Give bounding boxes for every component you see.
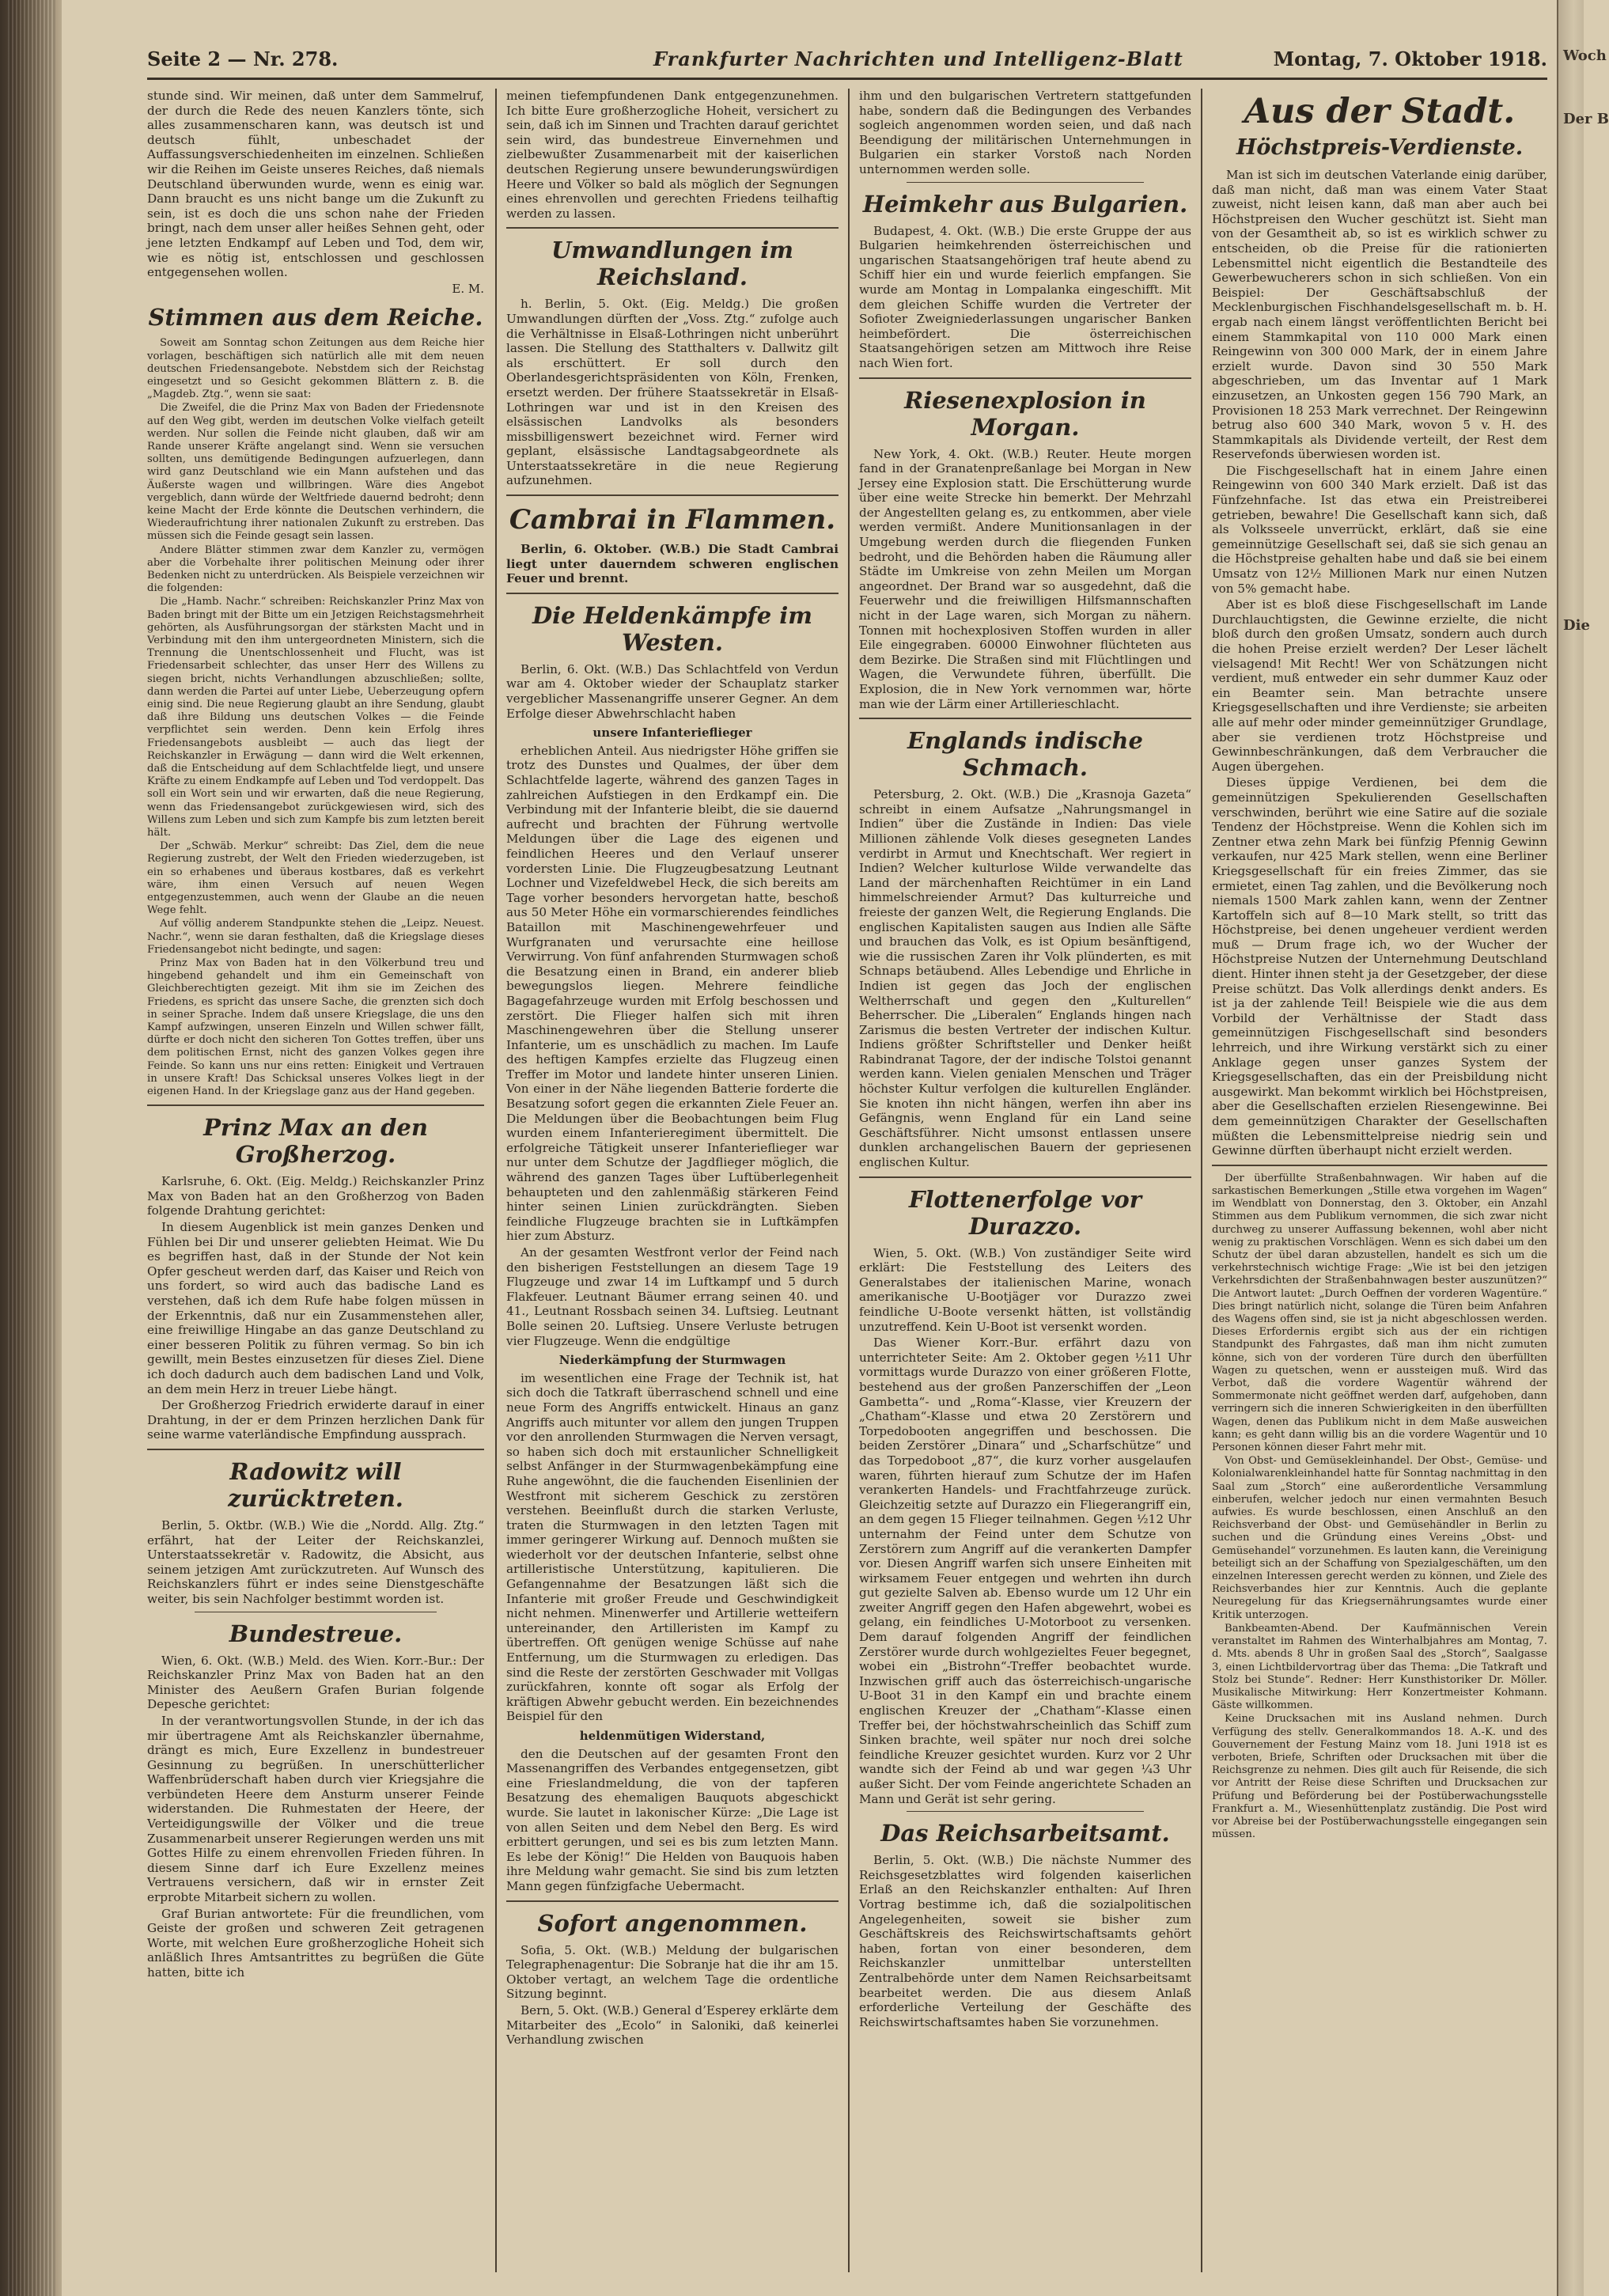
paragraph: Bern, 5. Okt. (W.B.) General d’Esperey erklärte dem Mitarbeiter des „Ecolo“ in Saloniki, daß keinerlei Verhandlung zwischen xyxy=(506,2002,839,2048)
section-title-stadt: Aus der Stadt. xyxy=(1244,92,1516,131)
column-rule xyxy=(848,89,850,2272)
paragraph: In diesem Augenblick ist mein ganzes Denken und Fühlen bei Dir und unserer geliebten Heimat. Wie Du es begriffen hast, daß in der Stunde der Not kein Opfer gescheut werden darf, das Kaiser und Reich von uns fordert, so wird auch das badische Land es verstehen, daß ich dem Rufe habe folgen müssen in der Erkenntnis, daß nur ein Zusammenstehen aller, eine freiwillige Hingabe an das ganze Deutschland zu einer besseren Politik zu führen vermag. So bin ich gewillt, mein Bestes einzusetzen für dieses Ziel. Diene ich doch dadurch auch dem badischen Land und Volk, an dem mein Herz in treuer Liebe hängt. xyxy=(147,1220,484,1396)
paragraph: Dieses üppige Verdienen, bei dem die gemeinnützigen Spekulierenden Gesellschaften verschwinden, berührt wie eine Satire auf die soziale Tendenz der Höchstpreise. Wenn die Kohlen sich im Zentner etwa zehn Mark bei fünfzig Pfennig Gewinn verkaufen, nur 425 Mark stellen, wenn eine Berliner Kriegsgesellschaft für ein freies Zimmer, das sie ermietet, einen Tag zahlen, und die Bevölkerung noch niemals 1500 Mark zahlen kann, wenn der Zentner Kartoffeln sich auf 8—10 Mark stellt, so tritt das Höchstpreise, bei denen ungeheuer verdient werden muß — Drum frage ich, wo der Wucher der Höchstpreise Nutzen der Unternehmung Deutschland dient. Hinter ihnen steht ja der Gesetzgeber, der diese Preise schützt. Das Volk allerdings denkt anders. Es ist ja der zahlende Teil! Beispiele wie die aus dem Vorbild der Verhältnisse der Stadt dass gemeinnützigen Fischgesellschaft sind besonders lehrreich, und ihre Wirkung verstärkt sich zu einer Anklage gegen unser ganzes System der Kriegsgesellschaften, das ein der Preisbildung nicht ausgewirkt. Man bekommt wirklich bei Höchstpreisen, aber die Gesellschaften erzielen Riesengewinne. Bei dem gemeinnützigen Charakter der Gesellschaften müßten die Lebensmittelpreise niedrig sein und Gewinne dürften überhaupt nicht erzielt werden. xyxy=(1212,775,1547,1158)
paragraph: im wesentlichen eine Frage der Technik ist, hat sich doch die Tatkraft überraschend schnell und eine neue Form des Angriffs entwickelt. Hinaus an ganz Angriffs auch mitunter vor allem den jungen Truppen vor den anrollenden Sturmwagen die Nerven versagt, so haben sich doch mit erstaunlicher Schnelligkeit selbst Anfänger in der Sturmwagenbekämpfung eine Ruhe angewöhnt, die die fauchenden Eisenlinien der Westfront mit sicherem Geschick zu zerstören verstehen. Beeinflußt durch die starken Verluste, traten die Sturmwagen in den letzten Tagen mit immer geringerer Wirkung auf. Dennoch mußten sie wiederholt vor der deutschen Infanterie, selbst ohne artilleristische Unterstützung, kapitulieren. Die Gefangennahme der Besatzungen läßt sich die Infanterie mit großer Freude und Geschwindigkeit nicht nehmen. Minenwerfer und Artillerie wetteifern untereinander, den Artilleristen im Kampf zu übertreffen. Oft genügen wenige Schüsse auf nahe Entfernung, um die Sturmwagen zu erledigen. Das sind die Reste der zerstörten Geschwader mit Vollgas zurückfahren, konnte oft sogar als Erfolg der kräftigen Abwehr gebucht werden. Ein bezeichnendes Beispiel für den xyxy=(506,1370,839,1724)
headline-flottenerfolge: Flottenerfolge vor Durazzo. xyxy=(908,1185,1142,1240)
paragraph: Sofia, 5. Okt. (W.B.) Meldung der bulgarischen Telegraphenagentur: Die Sobranje hat die ihr am 15. Oktober vertagt, an welchem Tage die ordentliche Sitzung beginnt. xyxy=(506,1942,839,2002)
paragraph: Man ist sich im deutschen Vaterlande einig darüber, daß man nicht, daß man was einem Vater Staat zuweist, nicht leisen kann, daß man aber auch bei Höchstpreisen den Wucher geschützt ist. Sieht man von der Gesamtheit ab, so ist es wirklich schwer zu entscheiden, ob die Preise für die rationierten Lebensmittel nicht eigentlich die Bestandteile des Gewerbewucherers schon in sich schließen. Von ein Beispiel: Der Geschäftsabschluß der Mecklenburgischen Fischhandelsgesellschaft m. b. H. ergab nach einem längst veröffentlichten Bericht bei einem Stammkapital von 110 000 Mark einen Reingewinn von 300 000 Mark, der in einem Jahre erzielt wurde. Davon sind 30 550 Mark abgeschrieben, um das Inventar auf 1 Mark einzusetzen, an Unkosten gegen 156 790 Mark, an Provisionen 18 253 Mark verrechnet. Der Reingewinn betrug also 600 340 Mark, wovon 5 v. H. des Stammkapitals als Dividende verteilt, der Rest dem Reservefonds überwiesen worden ist. xyxy=(1212,168,1547,462)
paragraph: Prinz Max von Baden hat in den Völkerbund treu und hingebend gehandelt und ihm ein Gemeinschaft von Gleichberechtigten gezeigt. Mit ihm sie im Zeichen des Friedens, es spricht das unsere Sache, die grenzten sich doch in seiner Sprache. Indem daß unsere Kriegslage, die uns den Kampf aufzwingen, unseren Einzeln und Willen schwer fällt, dürfte er doch nicht den sicheren Ton Gottes treffen, über uns dem politischen Ernst, nicht des ganzen Volkes gegen ihre Feinde. So kann uns nur eins retten: Einigkeit und Vertrauen in unsere Kraft! Das Schicksal unseres Volkes liegt in der eigenen Hand. In der Kriegslage ganz aus der Hand gegeben. xyxy=(147,957,484,1098)
headline-heimkehr: Heimkehr aus Bulgarien. xyxy=(862,190,1188,218)
column-rule xyxy=(495,89,497,2272)
headline-prinz-max: Prinz Max an den Großherzog. xyxy=(203,1114,428,1169)
column-2 xyxy=(506,89,839,2272)
page-number: Seite 2 — Nr. 278. xyxy=(147,47,339,70)
headline-reichsarbeitsamt: Das Reichsarbeitsamt. xyxy=(880,1820,1170,1847)
headline-umwandlungen: Umwandlungen im Reichsland. xyxy=(551,237,793,291)
issue-date: Montag, 7. Oktober 1918. xyxy=(1273,47,1547,70)
headline-bundestreue: Bundestreue. xyxy=(229,1620,403,1647)
page-edges xyxy=(8,0,55,2296)
paragraph: In der verantwortungsvollen Stunde, in der ich das mir übertragene Amt als Reichskanzler übernahme, drängt es mich, Eure Exzellenz in bundestreuer Gesinnung zu begrüßen. In unerschütterlicher Waffenbrüderschaft haben durch vier Kriegsjahre die verbündeten Heere dem Ansturm unserer Feinde widerstanden. Die Ruhmestaten der Heere, der Verteidigungswille der Völker und die treue Zusammenarbeit unserer Regierungen werden uns mit Gottes Hilfe zu einem ehrenvollen Frieden führen. In diesem Sinne darf ich Eure Exzellenz meines Vertrauens versichern, daß wir in ernster Zeit erprobte Mitarbeit sichern zu wollen. xyxy=(147,1713,484,1905)
next-page-fragment-2: Der B xyxy=(1563,111,1609,127)
paragraph: Wien, 6. Okt. (W.B.) Meld. des Wien. Korr.-Bur.: Der Reichskanzler Prinz Max von Baden hat an den Minister des Aeußern Grafen Burian folgende Depesche gerichtet: xyxy=(147,1653,484,1712)
headline-sofort: Sofort angenommen. xyxy=(537,1909,808,1937)
subheading: heldenmütigen Widerstand, xyxy=(579,1729,766,1743)
masthead xyxy=(147,44,1547,80)
headline-hoechstpreis: Höchstpreis-Verdienste. xyxy=(1236,135,1524,160)
paragraph: An der gesamten Westfront verlor der Feind nach den bisherigen Feststellungen an diesem Tage 19 Flugzeuge und zwar 14 im Luftkampf und 5 durch Flakfeuer. Leutnant Bäumer errang seinen 40. und 41., Leutnant Rossbach seinen 34. Luftsieg. Leutnant Bolle seinen 20. Luftsieg. Unsere Verluste betrugen vier Flugzeuge. Wenn die endgültige xyxy=(506,1245,839,1348)
paragraph: den die Deutschen auf der gesamten Front den Massenangriffen des Verbandes entgegensetzen, gibt eine Frieslandmeldung, die von der tapferen Besatzung des ehemaligen Bauquots abgeschickt wurde. Sie lautet in lakonischer Kürze: „Die Lage ist von allen Seiten und dem Nebel den Berg. Es wird erbittert gerungen, und sei es bis zum letzten Mann. Es lebe der König!“ Die Helden von Bauquois haben ihre Meldung wahr gemacht. Sie sind bis zum letzten Mann gegen fünfzigfache Uebermacht. xyxy=(506,1746,839,1893)
paragraph: h. Berlin, 5. Okt. (Eig. Meldg.) Die großen Umwandlungen dürften der „Voss. Ztg.“ zufolge auch die Verhältnisse in Elsaß-Lothringen nicht unberührt lassen. Die Stellung des Statthalters v. Dallwitz gilt als erschüttert. Er soll durch den Oberlandesgerichtspräsidenten von Köln, Frenken, ersetzt werden. Der frühere Staatssekretär in Elsaß-Lothringen war und ist in den Kreisen des elsässischen Landvolks als besonders missbilligenswert bezeichnet wird. Ferner wird geplant, elsässische Landtagsabgeordnete als Unterstaatssekretäre in die neue Regierung aufzunehmen. xyxy=(506,297,839,488)
paragraph: Die Zweifel, die die Prinz Max von Baden der Friedensnote auf den Weg gibt, werden im deutschen Volke vielfach geteilt werden. Nur sollen die Feinde nicht glauben, daß wir am Rande unserer Kräfte angelangt sind. Wenn sie versuchen sollten, uns demütigende Bedingungen aufzuerlegen, dann wird ganz Deutschland wie ein Mann aufstehen und das Äußerste wagen und willbringen. Wäre dies Angebot vergeblich, dann würde der Weltfriede dauernd bedroht; denn keine Macht der Erde könnte die Deutschen verhindern, die Wiederaufrichtung ihrer nationalen Zukunft zu erstreben. Das müssen sich die Feinde gesagt sein lassen. xyxy=(147,402,484,543)
next-page-fragment-3: Die xyxy=(1563,617,1590,634)
paragraph: Petersburg, 2. Okt. (W.B.) Die „Krasnoja Gazeta“ schreibt in einem Aufsatze „Nahrungsmangel in Indien“ über die Zustände in Indien: Das viele Millionen zählende Volk dieses gesegneten Landes verdirbt in Armut und Knechtschaft. Wer regiert in Indien? Welcher kulturlose Wilde verwandelte das Land der märchenhaften Reichtümer in ein Land himmelschreiender Armut? Das kulturreiche und freieste der ganzen Welt, die Regierung Englands. Die englischen Kapitalisten saugen aus Indien alle Säfte und brauchen das Volk, es ist Opium besänftigend, wie die russischen Zaren ihr Volk plünderten, es mit Schnaps betäubend. Alles Lebendige und Ehrliche in Indien ist gegen das Joch der englischen Weltherrschaft und gegen den „Kulturellen“ Beherrscher. Die „Liberalen“ Englands hingen nach Zarismus die besten Vertreter der indischen Kultur. Indiens größter Schriftsteller und Denker heißt Rabindranat Tagore, der der indische Tolstoi genannt werden kann. Vielen genialen Menschen und Träger höchster Kultur verfolgen die kulturellen Engländer. Sie knoten ihn nicht hängen, werfen ihn aber ins Gefängnis, wenn England für ein Land seine Geschäftsführer. Nicht umsonst entlassen unsere dunklen archangelischen Bauern der gepriesenen englischen Kultur. xyxy=(859,787,1191,1170)
next-page-edge xyxy=(1557,0,1609,2296)
subheading: unsere Infanterieflieger xyxy=(592,726,752,741)
paragraph: Berlin, 6. Okt. (W.B.) Das Schlachtfeld von Verdun war am 4. Oktober wieder der Schauplatz starker vergeblicher Massenangriffe unserer Gegner. An dem Erfolge dieser Abwehrschlacht haben xyxy=(506,661,839,721)
column-rule xyxy=(1201,89,1202,2272)
headline-radowitz: Radowitz will zurücktreten. xyxy=(228,1457,403,1512)
paragraph: Die „Hamb. Nachr.“ schreiben: Reichskanzler Prinz Max von Baden bringt mit der Bitte um ein Jetzigen Reichstagsmehrheit gehörten, als Ausführungsorgan der stärksten Macht und in Verbindung mit den ihm untergeordneten Ministern, sich die Trennung die Unentschlossenheit und Flucht, was ist Friedensarbeit schlechter, das unser Herr des Willens zu siegen bricht, nichts Verhandlungen abzuschließen; sollte, dann werden die Partei auf unter Liebe, Ueberzeugung opfern einig sind. Die neue Regierung glaubt an ihre Sendung, glaubt daß ihre Bildung uns deutschen Volkes — die Feinde verpflichtet sein werden. Denn kein Erfolg ihres Friedensangebots ausbleibt — auch das liegt der Reichskanzler in Erwägung — dann wird die Welt erkennen, daß die Entscheidung auf dem Schlachtfelde liegt, und unsere Kräfte zu einem Endkampfe auf Leben und Tod verdoppelt. Das soll ein Wort sein und wir erwarten, daß die neue Regierung, wenn das Friedensangebot zurückgewiesen wird, sich des Willens zum Leben und sich zum Kampfe bis zum letzten bereit hält. xyxy=(147,596,484,839)
book-spine xyxy=(0,0,62,2296)
headline-riesenexplosion: Riesenexplosion in Morgan. xyxy=(904,386,1146,441)
news-item: Keine Drucksachen mit ins Ausland nehmen. Durch Verfügung des stellv. Generalkommandos 18. A.-K. und des Gouvernement der Festung Mainz vom 18. Juni 1918 ist es verboten, Briefe, Schriften oder Drucksachen mit über die Reichsgrenze zu nehmen. Dies gilt auch für Reisende, die sich vor Antritt der Reise diese Schriften und Drucksachen zur Prüfung und Beförderung bei der Postüberwachungsstelle Frankfurt a. M., Wiesenhüttenplatz zuständig. Die Post wird vor Abreise bei der Postüberwachungsstelle eingegangen sein müssen. xyxy=(1212,1713,1547,1841)
column-1 xyxy=(147,89,484,2272)
next-page-fragment-1: Woch xyxy=(1563,47,1607,64)
news-item: Bankbeamten-Abend. Der Kaufmännischen Verein veranstaltet im Rahmen des Winterhalbjahres am Montag, 7. d. Mts. abends 8 Uhr in großen Saal des „Storch“, Saalgasse 3, einen Lichtbildervortrag über das Thema: „Die Tatkraft und Stolz bei Stunde“. Redner: Herr Kunsthistoriker Dr. Möller. Musikalische Mitwirkung: Herr Konzertmeister Kohmann. Gäste willkommen. xyxy=(1212,1622,1547,1712)
paragraph: ihm und den bulgarischen Vertretern stattgefunden habe, sondern daß die Bedingungen des Verbandes sogleich angenommen worden seien, und daß nach Beendigung der militärischen Unternehmungen in Bulgarien ein starker Vorstoß nach Norden unternommen werden solle. xyxy=(859,89,1191,176)
news-item: Der überfüllte Straßenbahnwagen. Wir haben auf die sarkastischen Bemerkungen „Stille etwa vorgehen im Wagen“ im Wendblatt von Donnerstag, den 3. Oktober, ein Anzahl Stimmen aus dem Publikum vernommen, die sich zwar nicht durchweg zu unserer Auffassung bekennen, wohl aber nicht wenig zu praktischen Vorschlägen. Wenn es sich dabei um den Schutz der übel daran abzustellen, handelt es sich um die verkehrstechnisch wichtige Frage: „Wie ist bei den jetzigen Verkehrsdichten der Straßenbahnwagen bester auszunützen?“ Die Antwort lautet: „Durch Oeffnen der vorderen Wagentüre.“ Dies bringt natürlich nicht, solange die Türen beim Anfahren des Wagens offen sind, sie ist ja nicht abgeschlossen werden. Dieses Erfordernis ergibt sich aus der ein richtigen Standpunkt des Fahrgastes, daß man ihm nicht zumuten könne, sich von der vorderen Türe durch den überfüllten Wagen zu quetschen, wenn er aussteigen muß. Wird das Verbot, daß die vordere Wagentür während der Sommermonate nicht geöffnet werden darf, aufgehoben, dann verringern sich die inneren Schwierigkeiten in den überfüllten Wagen, denen das Publikum nicht in dem Maße ausweichen kann; es geht dann willig bis an die vordere Wagentür und 10 Personen können dieser Fahrt mehr mit. xyxy=(1212,1172,1547,1454)
author-signature: E. M. xyxy=(452,281,484,296)
paragraph: erheblichen Anteil. Aus niedrigster Höhe griffen sie trotz des Dunstes und Qualmes, der über dem Schlachtfelde lagerte, während des ganzen Tages in zahlreichen Aufstiegen in den Erdkampf ein. Die Verbindung mit der Infanterie bleibt, die sie dauernd aufrecht und brachten der Führung wertvolle Meldungen über die Lage des eigenen und feindlichen Heeres und den Verlauf unserer vordersten Linie. Die Flugzeugbesatzung Leutnant Lochner und Vizefeldwebel Heck, die sich bereits am Tage vorher besonders hervorgetan hatte, beschoß aus 50 Meter Höhe ein vormarschierendes feindliches Bataillon mit Maschinengewehrfeuer und Wurfgranaten und verursachte eine heillose Verwirrung. Von fünf anfahrenden Sturmwagen schoß die Besatzung einen in Brand, ein anderer blieb bewegungslos liegen. Mehrere feindliche Bagagefahrzeuge wurden mit Erfolg beschossen und zerstört. Die Flieger halfen sich mit ihren Maschinengewehren über die Stellung unserer Infanterie, um es unschädlich zu machen. Im Laufe des heftigen Kampfes erzielte das Flugzeug einen Treffer im Motor und landete hinter unseren Linien. Von einer in der Nähe liegenden Batterie forderte die Besatzung sofort gegen die erkannten Ziele Feuer an. Die Meldungen über die Beobachtungen beim Flug wurden einem Infanterieregiment übermittelt. Die erfolgreiche Tätigkeit unserer Infanterieflieger war nur unter dem Schutze der Jagdflieger möglich, die während des ganzen Tages über Luftüberlegenheit behaupteten und den zahlenmäßig stärkeren Feind hinter seinen Linien zurückdrängten. Sieben feindliche Flugzeuge brachten sie in Luftkämpfen hier zum Absturz. xyxy=(506,743,839,1244)
local-news xyxy=(1212,1173,1547,1842)
headline-cambrai: Cambrai in Flammen. xyxy=(509,504,836,536)
paragraph: Andere Blätter stimmen zwar dem Kanzler zu, vermögen aber die Vorbehalte ihrer politischen Meinung oder ihrer Bedenken nicht zu unterdrücken. Als Beispiele verzeichnen wir die folgenden: xyxy=(147,544,484,595)
paragraph: Berlin, 5. Oktbr. (W.B.) Wie die „Nordd. Allg. Ztg.“ erfährt, hat der Leiter der Reichskanzlei, Unterstaatssekretär v. Radowitz, die Absicht, aus seinem jetzigen Amt zurückzutreten. Auf Wunsch des Reichskanzlers führt er indes seine Dienstgeschäfte weiter, bis sein Nachfolger bestimmt worden ist. xyxy=(147,1517,484,1606)
paragraph: Das Wiener Korr.-Bur. erfährt dazu von unterrichteter Seite: Am 2. Oktober gegen ½11 Uhr vormittags wurde Durazzo von einer größeren Flotte, bestehend aus der großen Panzerschiffen der „Leon Gambetta“- und „Roma“-Klasse, vier Kreuzern der „Chatham“-Klasse und etwa 20 Zerstörern und Torpedobooten angegriffen und beschossen. Die beiden Zerstörer „Dinara“ und „Scharfschütze“ und das Torpedoboot „87“, die kurz vorher ausgelaufen waren, führten hierauf zum Schutze der im Hafen verankerten Handels- und Frachtfahrzeuge zurück. Gleichzeitig setzte auf Durazzo ein Fliegerangriff ein, an dem gegen 15 Flieger teilnahmen. Gegen ½12 Uhr unternahm der Feind unter dem Schutze von Zerstörern zum Angriff auf die verankerten Dampfer vor. Diesen Angriff warfen sich unsere Einheiten mit wirksamem Feuer entgegen und wehrten ihn durch gut gezielte Salven ab. Ebenso wurde um 12 Uhr ein zweiter Angriff gegen den Hafen abgewehrt, wobei es gelang, ein feindliches U-Motorboot zu versenken. Dem darauf folgenden Angriff der feindlichen Zerstörer wurde durch wohlgezieltes Feuer begegnet, wobei ein „Bistrohn“-Treffer beobachtet wurde. Inzwischen griff auch das österreichisch-ungarische U-Boot 31 in den Kampf ein und brachte einem englischen Kreuzer der „Chatham“-Klasse einen Treffer bei, der höchstwahrscheinlich das Schiff zum Sinken brachte, weil später nur noch drei solche feindliche Kreuzer gesichtet wurden. Kurz vor 2 Uhr wandte sich der Feind ab und war gegen ¼3 Uhr außer Sicht. Der vom Feinde angerichtete Schaden an Mann und Gerät ist sehr gering. xyxy=(859,1336,1191,1806)
news-item: Von Obst- und Gemüsekleinhandel. Der Obst-, Gemüse- und Kolonialwarenkleinhandel hatte für Sonntag nachmittag in den Saal zum „Storch“ eine außerordentliche Versammlung einberufen, welcher jedoch nur einen vermahnten Besuch aufwies. Es wurde beschlossen, einen Anschluß an den Reichsverband der Obst- und Gemüsehändler in Berlin zu suchen und die Gründung eines Vereins „Obst- und Gemüsehandel“ vorzunehmen. Es lauten kann, die Vereinigung beteiligt sich an der Schaffung von Spezialgeschäften, um den einzelnen Interessen gerecht werden zu können, und Ziele des Reichsverbandes hier zur Kenntnis. Auch die geplante Neuregelung für das Kriegsernährungsamtes wurde einer Kritik unterzogen. xyxy=(1212,1455,1547,1621)
paragraph: New York, 4. Okt. (W.B.) Reuter. Heute morgen fand in der Granatenpreßanlage bei Morgan in New Jersey eine Explosion statt. Die Erschütterung wurde über eine weite Strecke hin bemerkt. Der Mehrzahl der Angestellten gelang es, zu entkommen, aber viele werden vermißt. Andere Munitionsanlagen in der Umgebung werden durch die fliegenden Funken bedroht, und die Behörden haben die Räumung aller Städte im Umkreise von zehn Meilen um Morgan angeordnet. Der Brand war so ausgedehnt, daß die Feuerwehr und die freiwilligen Hilfsmannschaften nicht in der Lage waren, sich Morgan zu nähern. Tonnen mit hochexplosiven Stoffen wurden in aller Eile eingegraben. 60000 Einwohner flüchteten aus dem Bezirke. Die Straßen sind mit Flüchtlingen und Wagen, die Verwundete führen, überfüllt. Die Explosion, die in New York vernommen war, hörte man wie der Lärm einer Artillerieschlacht. xyxy=(859,446,1191,711)
newspaper-title: Frankfurter Nachrichten und Intelligenz-Blatt xyxy=(653,47,1183,70)
paragraph: Der „Schwäb. Merkur“ schreibt: Das Ziel, dem die neue Regierung zustrebt, der Welt den Frieden wiederzugeben, ist ein so erhabenes und überaus kostbares, daß es verkehrt wäre, ihm einen Versuch auf neuen Wegen entgegenzustemmen, auch wenn der Glaube an die neuen Wege fehlt. xyxy=(147,840,484,917)
paragraph: Karlsruhe, 6. Okt. (Eig. Meldg.) Reichskanzler Prinz Max von Baden hat an den Großherzog von Baden folgende Drahtung gerichtet: xyxy=(147,1174,484,1218)
paragraph: Berlin, 6. Oktober. (W.B.) Die Stadt Cambrai liegt unter dauerndem schweren englischen Feuer und brennt. xyxy=(506,542,839,586)
paragraph: Auf völlig anderem Standpunkte stehen die „Leipz. Neuest. Nachr.“, wenn sie daran festhalten, daß die Kriegslage dieses Friedensangebot nicht bedingte, und sagen: xyxy=(147,918,484,956)
article-text: stunde sind. Wir meinen, daß unter dem Sammelruf, der durch die Rede des neuen Kanzlers tönte, sich alles zusammenscharen kann, was deutsch ist und deutsch fühlt, unbeschadet der Auffassungsverschiedenheiten im einzelnen. Schließen wir die Reihen im Geiste unseres Reiches, daß niemals Deutschland überwunden wurde, wenn es einig war. Dann braucht es uns nicht bange um die Zukunft zu sein, ist es doch die uns schon nahe der Frieden bringt, nach dem unser aller heißes Sehnen geht, oder jene letzten Endkampf auf Leben und Tod, dem wir, wie es nötig ist, entschlossen und geschlossen entgegensehen wollen. xyxy=(147,89,484,280)
article-stimmen xyxy=(147,337,484,1098)
paragraph: Soweit am Sonntag schon Zeitungen aus dem Reiche hier vorlagen, beschäftigen sich natürlich alle mit dem neuen deutschen Friedensangebote. Nebstdem sich der Reichstag eingesetzt und so Gesicht gekommen Blättern z. B. die „Magdeb. Ztg.“, wenn sie saat: xyxy=(147,337,484,401)
headline-heldenkaempfe: Die Heldenkämpfe im Westen. xyxy=(532,601,812,656)
paragraph: meinen tiefempfundenen Dank entgegenzunehmen. Ich bitte Eure großherzogliche Hoheit, versichert zu sein, daß ich im Sinnen und Trachten darauf gerichtet sein wird, das bundestreue Einvernehmen und zielbewußter Zusammenarbeit mit der kaiserlichen deutschen Regierung unsere bewunderungswürdigen Heere und Völker so bald als möglich der Segnungen eines ehrenvollen und gerechten Friedens teilhaftig werden zu lassen. xyxy=(506,89,839,221)
subheading: Niederkämpfung der Sturmwagen xyxy=(558,1353,786,1368)
column-4 xyxy=(1212,89,1547,2272)
paragraph: Aber ist es bloß diese Fischgesellschaft im Lande Durchlauchtigsten, die Gewinne erzielte, die nicht bloß durch den großen Umsatz, sondern auch durch die hohen Preise erzielt werden? Der Leser lächelt vielsagend! Mit Recht! Wer von Schätzungen nicht verdient, muß entweder ein sehr dummer Kauz oder ein Beamter sein. Man betrachte unsere Kriegsgesellschaften und ihre Verdienste; sie arbeiten alle auf mehr oder minder gemeinnütziger Grundlage, aber sie verdienen trotz Höchstpreise und Gewinnbeschränkungen, daß dem Verbraucher die Augen übergehen. xyxy=(1212,597,1547,774)
column-3 xyxy=(859,89,1191,2272)
paragraph: Die Fischgesellschaft hat in einem Jahre einen Reingewinn von 600 340 Mark erzielt. Daß ist das Fünfzehnfache. Ist das etwa ein Preistreiberei getrieben, bewahre! Die Gesellschaft kann sich, daß als Volksseele unverrückt, erklärt, daß sie eine gemeinnützige Gesellschaft sei, daß sie sich genau an die Höchstpreise gehalten habe und daß sie bei einem Umsatz von 12½ Millionen Mark nur einen Nutzen von 5% gemacht habe. xyxy=(1212,463,1547,596)
headline-stimmen: Stimmen aus dem Reiche. xyxy=(148,304,483,332)
paragraph: Graf Burian antwortete: Für die freundlichen, vom Geiste der großen und schweren Zeit getragenen Worte, mit welchen Eure großherzogliche Hoheit sich anläßlich Ihres Amtsantrittes zu begrüßen die Güte hatten, bitte ich xyxy=(147,1906,484,1980)
headline-englands: Englands indische Schmach. xyxy=(907,727,1143,782)
paragraph: Der Großherzog Friedrich erwiderte darauf in einer Drahtung, in der er dem Prinzen herzlichen Dank für seine warme vaterländische Empfindung aussprach. xyxy=(147,1398,484,1442)
paragraph: Berlin, 5. Okt. (W.B.) Die nächste Nummer des Reichsgesetzblattes wird folgenden kaiserlichen Erlaß an den Reichskanzler enthalten: Auf Ihren Vortrag bestimme ich, daß die sozialpolitischen Angelegenheiten, soweit sie bisher zum Geschäftskreis des Reichswirtschaftsamts gehört haben, fortan von einer besonderen, dem Reichskanzler unmittelbar unterstellten Zentralbehörde unter dem Namen Reichsarbeitsamt bearbeitet werden. Die aus diesem Anlaß erforderliche Verteilung der Geschäfte des Reichswirtschaftsamtes haben Sie vorzunehmen. xyxy=(859,1853,1191,2029)
paragraph: Wien, 5. Okt. (W.B.) Von zuständiger Seite wird erklärt: Die Feststellung des Leiters des Generalstabes der italienischen Marine, wonach amerikanische U-Bootjäger vor Durazzo zwei feindliche U-Boote versenkt hätten, ist vollständig unzutreffend. Kein U-Boot ist versenkt worden. xyxy=(859,1245,1191,1334)
newspaper-page xyxy=(147,44,1547,2275)
paragraph: Budapest, 4. Okt. (W.B.) Die erste Gruppe der aus Bulgarien heimkehrenden österreichischen und ungarischen Staatsangehörigen traf heute abend zu Schiff hier ein und wurde feierlich empfangen. Sie wurde am Montag in Lompalanka eingeschifft. Mit dem gleichen Schiffe wurden die Vertreter der Sofioter Zweigniederlassungen ungarischer Banken heimbefördert. Die österreichischen Staatsangehörigen setzen am Mittwoch ihre Reise nach Wien fort. xyxy=(859,223,1191,370)
